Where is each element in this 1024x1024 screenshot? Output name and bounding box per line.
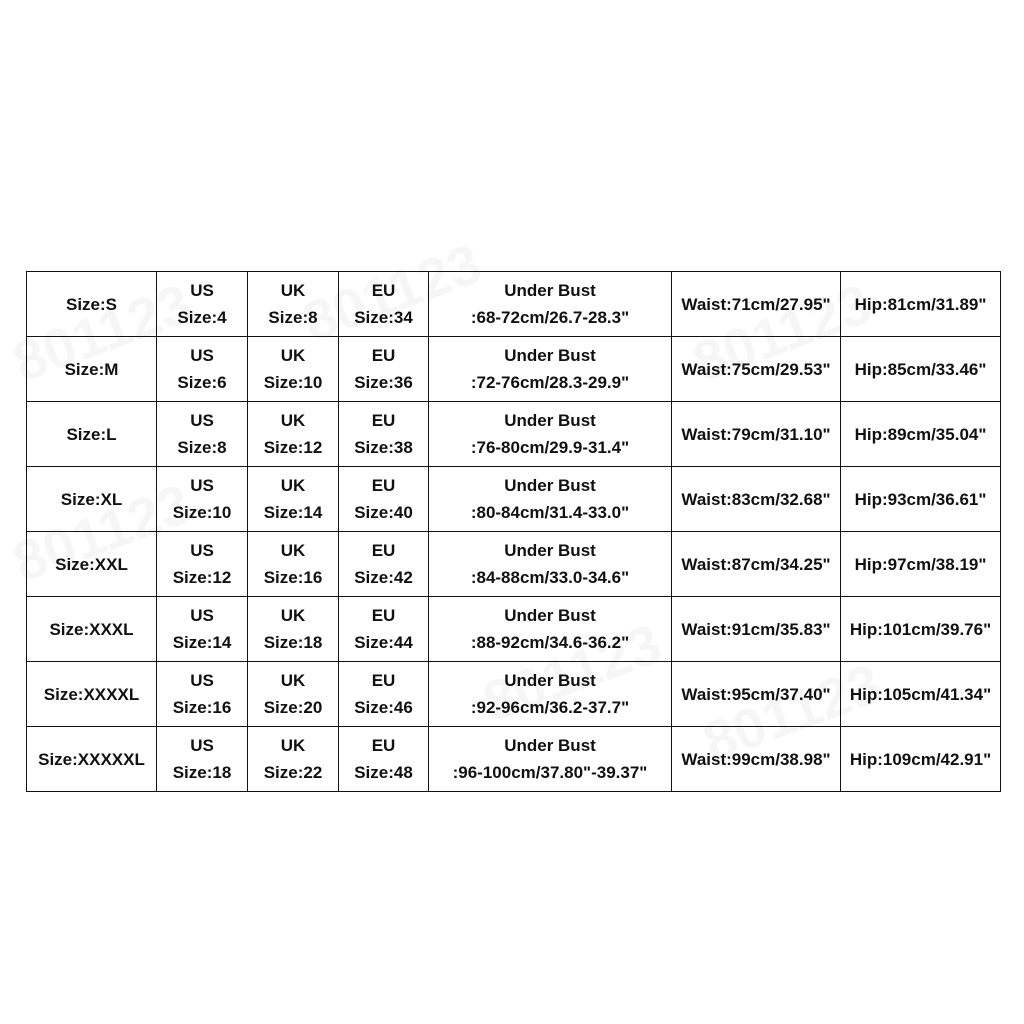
under-bust-cell-value: :68-72cm/26.7-28.3" bbox=[470, 308, 630, 327]
us-size-cell bbox=[157, 597, 248, 662]
hip-cell: Hip:101cm/39.76" bbox=[841, 597, 1001, 662]
eu-size-cell-label: EU bbox=[371, 411, 396, 430]
under-bust-cell-label: Under Bust bbox=[504, 606, 596, 625]
us-size-cell-value: Size:4 bbox=[177, 308, 227, 327]
table-row bbox=[27, 532, 1001, 597]
uk-size-cell-label: UK bbox=[280, 606, 306, 625]
under-bust-cell bbox=[429, 662, 672, 727]
table-row bbox=[27, 272, 1001, 337]
uk-size-cell-label: UK bbox=[280, 346, 306, 365]
us-size-cell-label: US bbox=[190, 736, 214, 755]
size-cell: Size:XXL bbox=[27, 532, 157, 597]
uk-size-cell bbox=[248, 272, 339, 337]
us-size-cell bbox=[157, 272, 248, 337]
size-cell: Size:M bbox=[27, 337, 157, 402]
uk-size-cell-value: Size:22 bbox=[263, 763, 323, 782]
us-size-cell-value: Size:14 bbox=[172, 633, 232, 652]
eu-size-cell-label: EU bbox=[371, 671, 396, 690]
us-size-cell bbox=[157, 337, 248, 402]
eu-size-cell-value: Size:42 bbox=[354, 568, 413, 587]
hip-cell: Hip:105cm/41.34" bbox=[841, 662, 1001, 727]
us-size-cell bbox=[157, 727, 248, 792]
waist-cell: Waist:87cm/34.25" bbox=[672, 532, 841, 597]
us-size-cell-label: US bbox=[190, 281, 214, 300]
us-size-cell-label: US bbox=[190, 671, 214, 690]
uk-size-cell bbox=[248, 337, 339, 402]
under-bust-cell-value: :84-88cm/33.0-34.6" bbox=[470, 568, 630, 587]
under-bust-cell-label: Under Bust bbox=[504, 346, 596, 365]
under-bust-cell bbox=[429, 467, 672, 532]
uk-size-cell-value: Size:16 bbox=[263, 568, 323, 587]
under-bust-cell-label: Under Bust bbox=[504, 736, 596, 755]
eu-size-cell bbox=[339, 532, 429, 597]
eu-size-cell bbox=[339, 467, 429, 532]
hip-cell: Hip:81cm/31.89" bbox=[841, 272, 1001, 337]
uk-size-cell bbox=[248, 662, 339, 727]
size-chart-table bbox=[26, 271, 1001, 792]
size-cell: Size:XXXXL bbox=[27, 662, 157, 727]
waist-cell: Waist:99cm/38.98" bbox=[672, 727, 841, 792]
eu-size-cell bbox=[339, 662, 429, 727]
eu-size-cell-value: Size:46 bbox=[354, 698, 413, 717]
hip-cell: Hip:97cm/38.19" bbox=[841, 532, 1001, 597]
us-size-cell bbox=[157, 467, 248, 532]
under-bust-cell bbox=[429, 532, 672, 597]
us-size-cell bbox=[157, 662, 248, 727]
under-bust-cell bbox=[429, 337, 672, 402]
eu-size-cell bbox=[339, 597, 429, 662]
under-bust-cell-value: :80-84cm/31.4-33.0" bbox=[470, 503, 630, 522]
waist-cell: Waist:75cm/29.53" bbox=[672, 337, 841, 402]
uk-size-cell bbox=[248, 597, 339, 662]
us-size-cell-label: US bbox=[190, 476, 214, 495]
size-cell: Size:XXXL bbox=[27, 597, 157, 662]
uk-size-cell bbox=[248, 727, 339, 792]
table-row bbox=[27, 402, 1001, 467]
hip-cell: Hip:85cm/33.46" bbox=[841, 337, 1001, 402]
eu-size-cell-value: Size:34 bbox=[354, 308, 413, 327]
table-row bbox=[27, 727, 1001, 792]
under-bust-cell-label: Under Bust bbox=[504, 671, 596, 690]
eu-size-cell-value: Size:40 bbox=[354, 503, 413, 522]
us-size-cell bbox=[157, 532, 248, 597]
us-size-cell-label: US bbox=[190, 606, 214, 625]
uk-size-cell-value: Size:12 bbox=[263, 438, 323, 457]
under-bust-cell-value: :76-80cm/29.9-31.4" bbox=[470, 438, 630, 457]
us-size-cell-label: US bbox=[190, 346, 214, 365]
table-row bbox=[27, 467, 1001, 532]
waist-cell: Waist:95cm/37.40" bbox=[672, 662, 841, 727]
uk-size-cell bbox=[248, 402, 339, 467]
eu-size-cell-value: Size:36 bbox=[354, 373, 413, 392]
under-bust-cell-label: Under Bust bbox=[504, 281, 596, 300]
eu-size-cell-label: EU bbox=[371, 346, 396, 365]
eu-size-cell-label: EU bbox=[371, 606, 396, 625]
size-cell: Size:XXXXXL bbox=[27, 727, 157, 792]
under-bust-cell bbox=[429, 597, 672, 662]
under-bust-cell-value: :96-100cm/37.80"-39.37" bbox=[452, 763, 648, 782]
uk-size-cell-value: Size:8 bbox=[268, 308, 318, 327]
uk-size-cell-label: UK bbox=[280, 411, 306, 430]
uk-size-cell-label: UK bbox=[280, 476, 306, 495]
us-size-cell-label: US bbox=[190, 411, 214, 430]
uk-size-cell-value: Size:10 bbox=[263, 373, 323, 392]
uk-size-cell-value: Size:20 bbox=[263, 698, 323, 717]
eu-size-cell bbox=[339, 402, 429, 467]
under-bust-cell-label: Under Bust bbox=[504, 541, 596, 560]
eu-size-cell-label: EU bbox=[371, 541, 396, 560]
hip-cell: Hip:93cm/36.61" bbox=[841, 467, 1001, 532]
eu-size-cell-value: Size:38 bbox=[354, 438, 413, 457]
eu-size-cell bbox=[339, 337, 429, 402]
waist-cell: Waist:83cm/32.68" bbox=[672, 467, 841, 532]
under-bust-cell bbox=[429, 402, 672, 467]
waist-cell: Waist:91cm/35.83" bbox=[672, 597, 841, 662]
uk-size-cell bbox=[248, 467, 339, 532]
uk-size-cell bbox=[248, 532, 339, 597]
uk-size-cell-label: UK bbox=[280, 736, 306, 755]
under-bust-cell bbox=[429, 727, 672, 792]
us-size-cell-value: Size:10 bbox=[172, 503, 232, 522]
us-size-cell-value: Size:18 bbox=[172, 763, 232, 782]
eu-size-cell-value: Size:48 bbox=[354, 763, 413, 782]
under-bust-cell-value: :88-92cm/34.6-36.2" bbox=[470, 633, 630, 652]
uk-size-cell-label: UK bbox=[280, 541, 306, 560]
waist-cell: Waist:79cm/31.10" bbox=[672, 402, 841, 467]
size-cell: Size:XL bbox=[27, 467, 157, 532]
eu-size-cell-label: EU bbox=[371, 281, 396, 300]
hip-cell: Hip:109cm/42.91" bbox=[841, 727, 1001, 792]
uk-size-cell-label: UK bbox=[280, 281, 306, 300]
us-size-cell-value: Size:8 bbox=[177, 438, 227, 457]
us-size-cell bbox=[157, 402, 248, 467]
waist-cell: Waist:71cm/27.95" bbox=[672, 272, 841, 337]
table-row bbox=[27, 337, 1001, 402]
under-bust-cell bbox=[429, 272, 672, 337]
us-size-cell-value: Size:12 bbox=[172, 568, 232, 587]
us-size-cell-value: Size:6 bbox=[177, 373, 227, 392]
under-bust-cell-label: Under Bust bbox=[504, 411, 596, 430]
size-cell: Size:S bbox=[27, 272, 157, 337]
under-bust-cell-value: :92-96cm/36.2-37.7" bbox=[470, 698, 630, 717]
eu-size-cell bbox=[339, 272, 429, 337]
size-cell: Size:L bbox=[27, 402, 157, 467]
uk-size-cell-value: Size:18 bbox=[263, 633, 323, 652]
uk-size-cell-value: Size:14 bbox=[263, 503, 323, 522]
eu-size-cell-label: EU bbox=[371, 476, 396, 495]
us-size-cell-label: US bbox=[190, 541, 214, 560]
uk-size-cell-label: UK bbox=[280, 671, 306, 690]
under-bust-cell-label: Under Bust bbox=[504, 476, 596, 495]
table-row bbox=[27, 597, 1001, 662]
eu-size-cell bbox=[339, 727, 429, 792]
table-row bbox=[27, 662, 1001, 727]
under-bust-cell-value: :72-76cm/28.3-29.9" bbox=[470, 373, 630, 392]
eu-size-cell-value: Size:44 bbox=[354, 633, 413, 652]
eu-size-cell-label: EU bbox=[371, 736, 396, 755]
us-size-cell-value: Size:16 bbox=[172, 698, 232, 717]
hip-cell: Hip:89cm/35.04" bbox=[841, 402, 1001, 467]
